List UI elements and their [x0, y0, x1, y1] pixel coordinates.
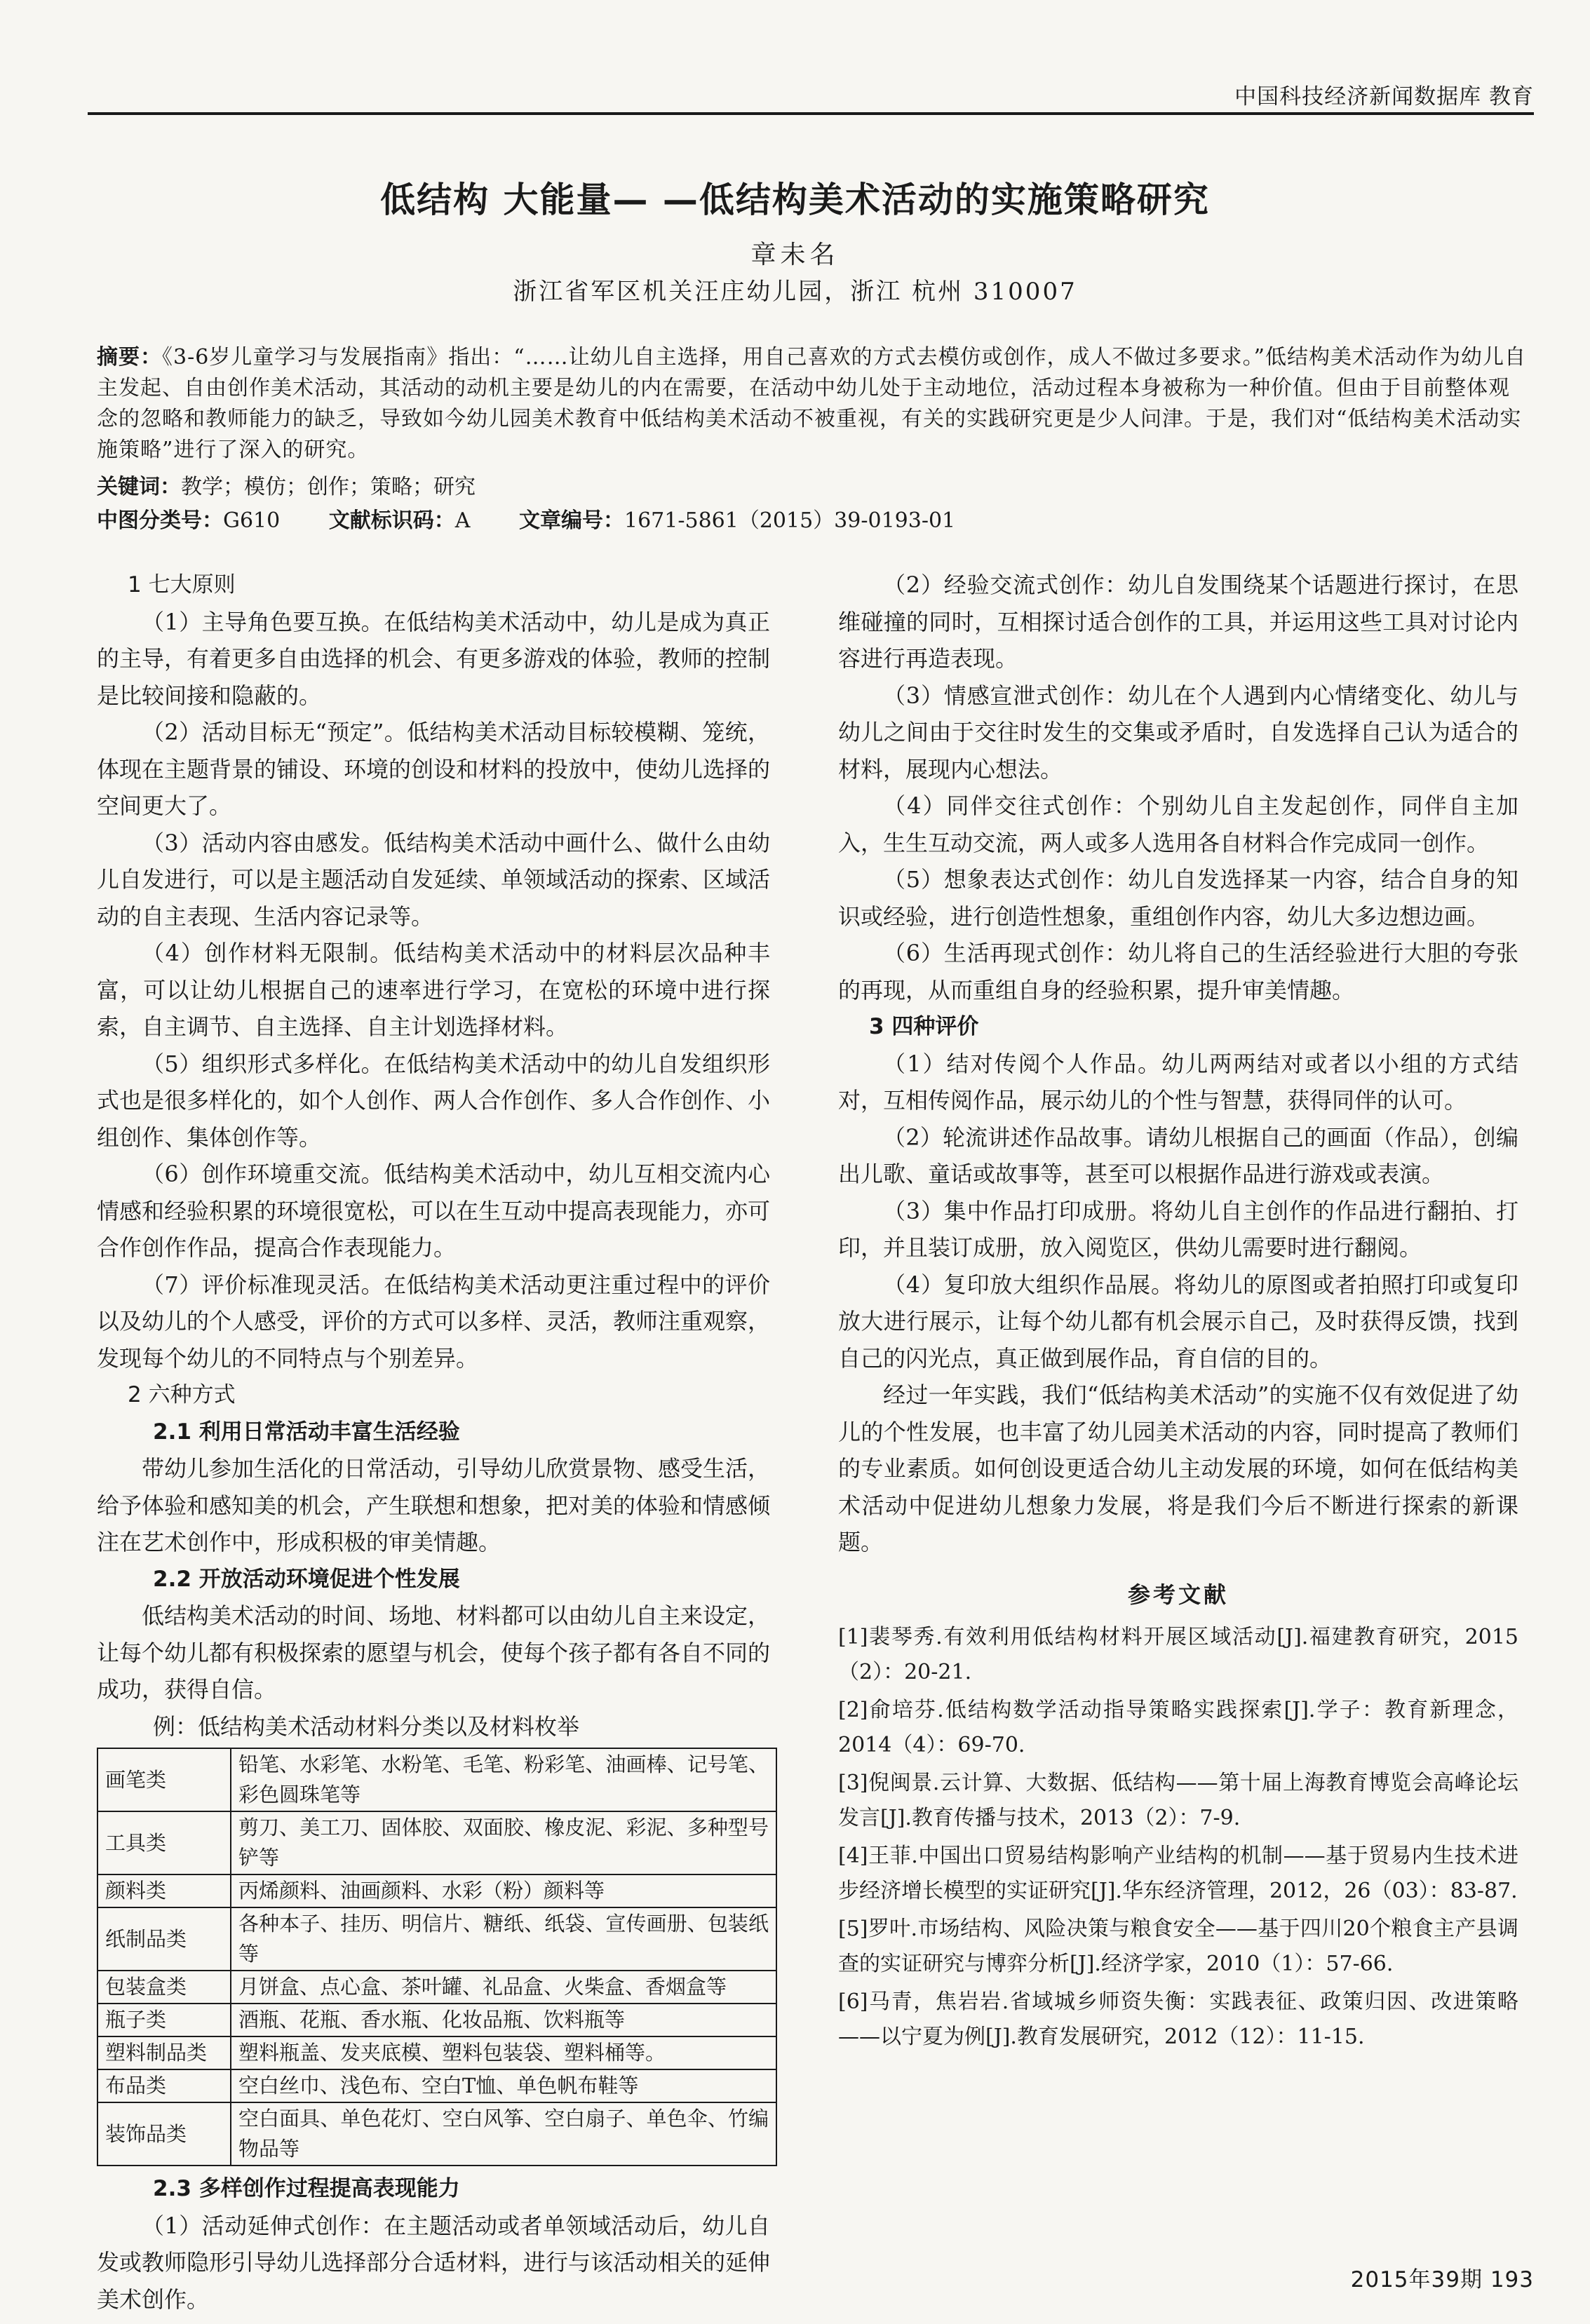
table-cell-category: 装饰品类: [97, 2102, 231, 2166]
references-list: [838, 1620, 1518, 2055]
table-row: [97, 1811, 776, 1874]
table-cell-items: 丙烯颜料、油画颜料、水彩（粉）颜料等: [231, 1874, 776, 1907]
section-2-3-heading: 2.3 多样创作过程提高表现能力: [153, 2176, 460, 2201]
article-title: 低结构 大能量— —低结构美术活动的实施策略研究: [380, 180, 1210, 220]
reference-item: [5]罗叶.市场结构、风险决策与粮食安全——基于四川20个粮食主产县调查的实证研究与博弈分析[J].经济学家，2010（1）：57-66.: [838, 1917, 1518, 1976]
section-2-heading: 2 六种方式: [128, 1382, 236, 1407]
table-cell-items: 酒瓶、花瓶、香水瓶、化妆品瓶、饮料瓶等: [231, 2004, 776, 2036]
reference-item: [1]裴琴秀.有效利用低结构材料开展区域活动[J].福建教育研究，2015（2）：20-21.: [838, 1625, 1518, 1684]
table-cell-category: 工具类: [97, 1811, 231, 1874]
paragraph: （2）经验交流式创作：幼儿自发围绕某个话题进行探讨，在思维碰撞的同时，互相探讨适合创作的工具，并运用这些工具对讨论内容进行再造表现。: [838, 572, 1518, 672]
conclusion-paragraph: 经过一年实践，我们“低结构美术活动”的实施不仅有效促进了幼儿的个性发展，也丰富了幼儿园美术活动的内容，同时提高了教师们的专业素质。如何创设更适合幼儿主动发展的环境，如何在低结构美术活动中促进幼儿想象力发展，将是我们今后不断进行探索的新课题。: [838, 1381, 1518, 1555]
journal-source-header: 中国科技经济新闻数据库 教育: [1234, 84, 1534, 109]
keywords-text: 教学；模仿；创作；策略；研究: [181, 475, 476, 499]
paragraph: （7）评价标准现灵活。在低结构美术活动更注重过程中的评价以及幼儿的个人感受，评价的方式可以多样、灵活，教师注重观察，发现每个幼儿的不同特点与个别差异。: [97, 1271, 771, 1372]
clc-value: G610: [223, 508, 281, 533]
paragraph: （2）轮流讲述作品故事。请幼儿根据自己的画面（作品），创编出儿歌、童话或故事等，甚至可以根据作品进行游戏或表演。: [838, 1123, 1518, 1187]
classification-line: [97, 506, 1528, 536]
keywords-line: [97, 472, 1528, 503]
table-cell-items: 空白丝巾、浅色布、空白T恤、单色帆布鞋等: [231, 2069, 776, 2102]
clc-label: 中图分类号：: [97, 508, 223, 533]
abstract-label: 摘要：: [97, 345, 162, 370]
paragraph: （4）同伴交往式创作：个别幼儿自主发起创作，同伴自主加入，生生互动交流，两人或多人选用各自材料合作完成同一创作。: [838, 792, 1518, 856]
reference-item: [2]俞培芬.低结构数学活动指导策略实践探索[J].学子：教育新理念，2014（4）：69-70.: [838, 1698, 1518, 1757]
paragraph: （6）创作环境重交流。低结构美术活动中，幼儿互相交流内心情感和经验积累的环境很宽松，可以在生互动中提高表现能力，亦可合作创作作品，提高合作表现能力。: [97, 1161, 771, 1261]
table-cell-category: 布品类: [97, 2069, 231, 2102]
doc-code-value: A: [454, 508, 471, 533]
left-column: [97, 567, 770, 2318]
paragraph: （4）创作材料无限制。低结构美术活动中的材料层次品种丰富，可以让幼儿根据自己的速率进行学习，在宽松的环境中进行探索，自主调节、自主选择、自主计划选择材料。: [97, 940, 770, 1040]
table-row: [97, 1971, 776, 2004]
table-caption: 例：低结构美术活动材料分类以及材料枚举: [153, 1712, 580, 1740]
article-no-label: 文章编号：: [519, 508, 624, 533]
right-column: [838, 567, 1518, 2058]
keywords-label: 关键词：: [97, 475, 181, 499]
table-row: [97, 2036, 776, 2069]
reference-item: [6]马青，焦岩岩.省域城乡师资失衡：实践表征、政策归因、改进策略——以宁夏为例[J].教育发展研究，2012（12）：11-15.: [838, 1989, 1518, 2049]
table-row: [97, 1907, 776, 1971]
header-rule: [88, 112, 1534, 115]
table-cell-items: 剪刀、美工刀、固体胶、双面胶、橡皮泥、彩泥、多种型号铲等: [231, 1811, 776, 1874]
paragraph: （1）主导角色要互换。在低结构美术活动中，幼儿是成为真正的主导，有着更多自由选择的机会、有更多游戏的体验，教师的控制是比较间接和隐蔽的。: [97, 608, 771, 709]
paragraph: 带幼儿参加生活化的日常活动，引导幼儿欣赏景物、感受生活，给予体验和感知美的机会，产生联想和想象，把对美的体验和情感倾注在艺术创作中，形成积极的审美情趣。: [97, 1455, 771, 1555]
table-row: [97, 2069, 776, 2102]
paragraph: （5）组织形式多样化。在低结构美术活动中的幼儿自发组织形式也是很多样化的，如个人创作、两人合作创作、多人合作创作、小组创作、集体创作等。: [97, 1050, 771, 1151]
section-3-heading: 3 四种评价: [869, 1014, 979, 1039]
table-cell-category: 纸制品类: [97, 1907, 231, 1971]
section-1-heading: 1 七大原则: [128, 572, 236, 597]
paragraph: （3）集中作品打印成册。将幼儿自主创作的作品进行翻拍、打印，并且装订成册，放入阅览区，供幼儿需要时进行翻阅。: [838, 1197, 1518, 1261]
abstract-text: 《3-6岁儿童学习与发展指南》指出：“……让幼儿自主选择，用自己喜欢的方式去模仿或创作，成人不做过多要求。”低结构美术活动作为幼儿自主发起、自由创作美术活动，其活动的动机主要是幼儿的内在需要，在活动中幼儿处于主动地位，活动过程本身被称为一种价值。但由于目前整体观念的忽略和教师能力的缺乏，导致如今幼儿园美术教育中低结构美术活动不被重视，有关的实践研究更是少人问津。于是，我们对“低结构美术活动实施策略”进行了深入的研究。: [97, 345, 1526, 462]
table-cell-category: 塑料制品类: [97, 2036, 231, 2069]
paragraph: （6）生活再现式创作：幼儿将自己的生活经验进行大胆的夸张的再现，从而重组自身的经验积累，提升审美情趣。: [838, 940, 1518, 1004]
table-cell-category: 瓶子类: [97, 2004, 231, 2036]
table-cell-category: 包装盒类: [97, 1971, 231, 2004]
paragraph: （3）情感宣泄式创作：幼儿在个人遇到内心情绪变化、幼儿与幼儿之间由于交往时发生的交集或矛盾时，自发选择自己认为适合的材料，展现内心想法。: [838, 682, 1518, 783]
table-row: [97, 1874, 776, 1907]
article-affiliation: 浙江省军区机关汪庄幼儿园，浙江 杭州 310007: [513, 278, 1077, 306]
paragraph: （4）复印放大组织作品展。将幼儿的原图或者拍照打印或复印放大进行展示，让每个幼儿都有机会展示自己，及时获得反馈，找到自己的闪光点，真正做到展作品，育自信的目的。: [838, 1271, 1518, 1372]
references-heading: 参考文献: [1127, 1581, 1229, 1608]
table-cell-category: 颜料类: [97, 1874, 231, 1907]
paragraph: 低结构美术活动的时间、场地、材料都可以由幼儿自主来设定，让每个幼儿都有积极探索的愿望与机会，使每个孩子都有各自不同的成功，获得自信。: [97, 1602, 771, 1703]
paragraph: （5）想象表达式创作：幼儿自发选择某一内容，结合自身的知识或经验，进行创造性想象，重组创作内容，幼儿大多边想边画。: [838, 866, 1518, 930]
materials-table: [97, 1748, 777, 2166]
table-cell-items: 空白面具、单色花灯、空白风筝、空白扇子、单色伞、竹编物品等: [231, 2102, 776, 2166]
doc-code-label: 文献标识码：: [328, 508, 455, 533]
table-cell-items: 塑料瓶盖、发夹底模、塑料包装袋、塑料桶等。: [231, 2036, 776, 2069]
table-cell-category: 画笔类: [97, 1748, 231, 1811]
paragraph: （2）活动目标无“预定”。低结构美术活动目标较模糊、笼统，体现在主题背景的铺设、环境的创设和材料的投放中，使幼儿选择的空间更大了。: [97, 719, 771, 819]
table-cell-items: 各种本子、挂历、明信片、糖纸、纸袋、宣传画册、包装纸等: [231, 1907, 776, 1971]
paragraph: （1）活动延伸式创作：在主题活动或者单领域活动后，幼儿自发或教师隐形引导幼儿选择部分合适材料，进行与该活动相关的延伸美术创作。: [97, 2212, 771, 2313]
table-row: [97, 2004, 776, 2036]
reference-item: [3]倪闽景.云计算、大数据、低结构——第十届上海教育博览会高峰论坛发言[J].教育传播与技术，2013（2）：7-9.: [838, 1771, 1518, 1830]
article-author: 章未名: [750, 241, 840, 269]
issue-page-footer: 2015年39期 193: [1350, 2267, 1534, 2292]
paragraph: （3）活动内容由感发。低结构美术活动中画什么、做什么由幼儿自发进行，可以是主题活动自发延续、单领域活动的探索、区域活动的自主表现、生活内容记录等。: [97, 829, 771, 930]
article-no-value: 1671-5861（2015）39-0193-01: [624, 508, 956, 533]
abstract: [97, 342, 1528, 466]
section-2-1-heading: 2.1 利用日常活动丰富生活经验: [153, 1419, 460, 1445]
reference-item: [4]王菲.中国出口贸易结构影响产业结构的机制——基于贸易内生技术进步经济增长模型的实证研究[J].华东经济管理，2012，26（03）：83-87.: [838, 1844, 1518, 1903]
section-2-2-heading: 2.2 开放活动环境促进个性发展: [153, 1566, 460, 1592]
table-cell-items: 月饼盒、点心盒、茶叶罐、礼品盒、火柴盒、香烟盒等: [231, 1971, 776, 2004]
table-row: [97, 1748, 776, 1811]
paragraph: （1）结对传阅个人作品。幼儿两两结对或者以小组的方式结对，互相传阅作品，展示幼儿的个性与智慧，获得同伴的认可。: [838, 1050, 1518, 1114]
table-cell-items: 铅笔、水彩笔、水粉笔、毛笔、粉彩笔、油画棒、记号笔、彩色圆珠笔等: [231, 1748, 776, 1811]
table-row: [97, 2102, 776, 2166]
